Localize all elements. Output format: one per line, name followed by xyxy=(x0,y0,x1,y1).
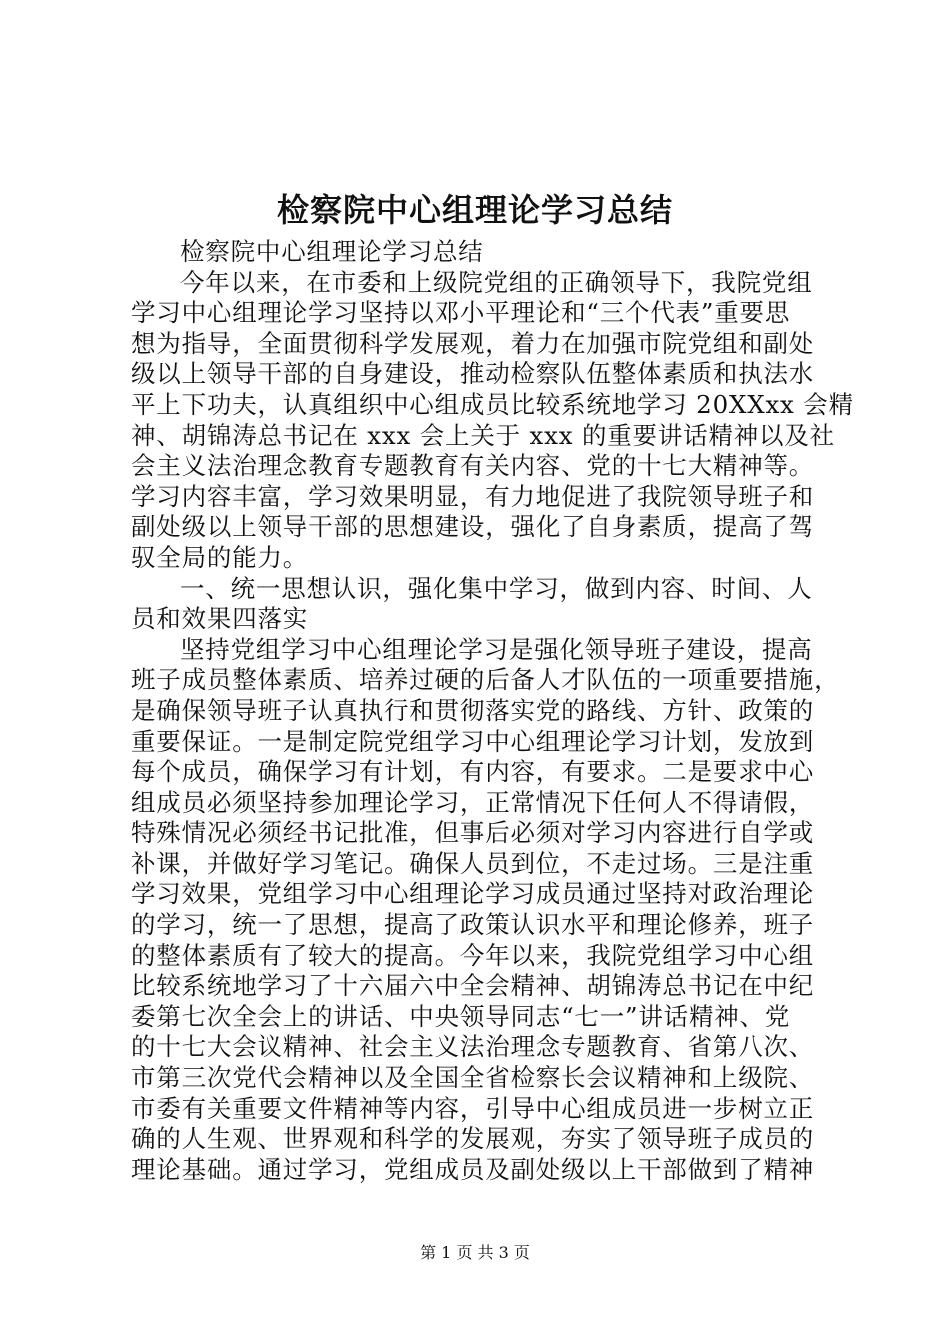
body-text-line: 平上下功夫，认真组织中心组成员比较系统地学习 20XXxx 会精 xyxy=(131,389,854,419)
body-text-line: 神、胡锦涛总书记在 xxx 会上关于 xxx 的重要讲话精神以及社 xyxy=(131,420,835,450)
body-text-line: 组成员必须坚持参加理论学习，正常情况下任何人不得请假， xyxy=(131,787,815,817)
body-text-line: 驭全局的能力。 xyxy=(131,542,309,572)
body-text-line: 的十七大会议精神、社会主义法治理念专题教育、省第八次、 xyxy=(131,1032,815,1062)
body-text-line: 特殊情况必须经书记批准，但事后必须对学习内容进行自学或 xyxy=(131,818,815,848)
body-text-line: 会主义法治理念教育专题教育有关内容、党的十七大精神等。 xyxy=(131,451,815,481)
body-text-line: 坚持党组学习中心组理论学习是强化领导班子建设，提高 xyxy=(180,634,813,664)
body-text-line: 学习中心组理论学习坚持以邓小平理论和“三个代表”重要思 xyxy=(131,298,791,328)
body-text-line: 员和效果四落实 xyxy=(131,604,309,634)
body-text-line: 是确保领导班子认真执行和贯彻落实党的路线、方针、政策的 xyxy=(131,695,815,725)
body-text-line: 班子成员整体素质、培养过硬的后备人才队伍的一项重要措施， xyxy=(131,665,840,695)
body-text-line: 理论基础。通过学习，党组成员及副处级以上干部做到了精神 xyxy=(131,1154,815,1184)
body-text-line: 确的人生观、世界观和科学的发展观，夯实了领导班子成员的 xyxy=(131,1124,815,1154)
body-text-line: 补课，并做好学习笔记。确保人员到位，不走过场。三是注重 xyxy=(131,848,815,878)
body-text-line: 今年以来，在市委和上级院党组的正确领导下，我院党组 xyxy=(180,267,813,297)
body-text-line: 市委有关重要文件精神等内容，引导中心组成员进一步树立正 xyxy=(131,1093,815,1123)
body-text-line: 想为指导，全面贯彻科学发展观，着力在加强市院党组和副处 xyxy=(131,328,815,358)
body-text-line: 委第七次全会上的讲话、中央领导同志“七一”讲话精神、党 xyxy=(131,1001,791,1031)
body-text-line: 重要保证。一是制定院党组学习中心组理论学习计划，发放到 xyxy=(131,726,815,756)
body-text-line: 级以上领导干部的自身建设，推动检察队伍整体素质和执法水 xyxy=(131,359,815,389)
body-text-line: 的学习，统一了思想，提高了政策认识水平和理论修养，班子 xyxy=(131,910,815,940)
document-title: 检察院中心组理论学习总结 xyxy=(276,191,673,229)
body-text-line: 比较系统地学习了十六届六中全会精神、胡锦涛总书记在中纪 xyxy=(131,971,815,1001)
body-text-line: 检察院中心组理论学习总结 xyxy=(180,237,484,266)
body-text-line: 学习效果，党组学习中心组理论学习成员通过坚持对政治理论 xyxy=(131,879,815,909)
body-text-line: 市第三次党代会精神以及全国全省检察长会议精神和上级院、 xyxy=(131,1063,815,1093)
body-text-line: 一、统一思想认识，强化集中学习，做到内容、时间、人 xyxy=(180,573,813,603)
body-text-line: 的整体素质有了较大的提高。今年以来，我院党组学习中心组 xyxy=(131,940,815,970)
body-text-line: 每个成员，确保学习有计划，有内容，有要求。二是要求中心 xyxy=(131,757,815,787)
body-text-line: 副处级以上领导干部的思想建设，强化了自身素质，提高了驾 xyxy=(131,512,815,542)
document-body xyxy=(131,237,854,1185)
page-footer: 第 1 页 共 3 页 xyxy=(420,1243,530,1262)
body-text-line: 学习内容丰富，学习效果明显，有力地促进了我院领导班子和 xyxy=(131,481,815,511)
